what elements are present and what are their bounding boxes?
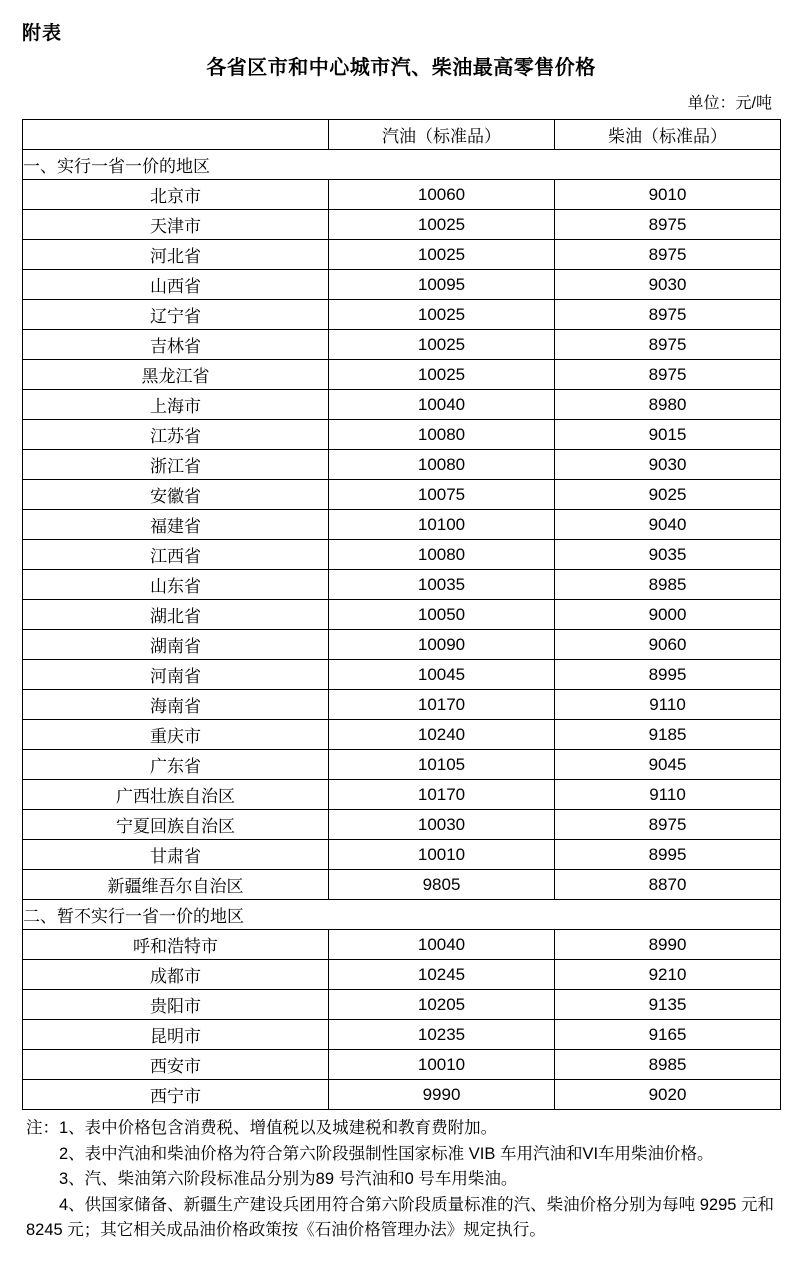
table-row bbox=[23, 1080, 781, 1110]
region-name: 山西省 bbox=[23, 270, 329, 300]
diesel-price: 9110 bbox=[555, 780, 781, 810]
region-name: 安徽省 bbox=[23, 480, 329, 510]
table-row bbox=[23, 720, 781, 750]
diesel-price: 9000 bbox=[555, 600, 781, 630]
column-header-region bbox=[23, 120, 329, 150]
table-row bbox=[23, 780, 781, 810]
region-name: 河南省 bbox=[23, 660, 329, 690]
table-row bbox=[23, 240, 781, 270]
diesel-price: 8990 bbox=[555, 930, 781, 960]
gasoline-price: 10010 bbox=[329, 840, 555, 870]
table-row bbox=[23, 660, 781, 690]
gasoline-price: 10025 bbox=[329, 330, 555, 360]
table-row bbox=[23, 930, 781, 960]
table-row bbox=[23, 750, 781, 780]
diesel-price: 8995 bbox=[555, 660, 781, 690]
table-row bbox=[23, 510, 781, 540]
table-body bbox=[23, 150, 781, 1110]
gasoline-price: 10050 bbox=[329, 600, 555, 630]
region-name: 辽宁省 bbox=[23, 300, 329, 330]
table-row bbox=[23, 1050, 781, 1080]
region-name: 山东省 bbox=[23, 570, 329, 600]
diesel-price: 9165 bbox=[555, 1020, 781, 1050]
table-row bbox=[23, 390, 781, 420]
table-row bbox=[23, 270, 781, 300]
table-row bbox=[23, 1020, 781, 1050]
table-row bbox=[23, 690, 781, 720]
unit-note: 单位：元/吨 bbox=[687, 95, 772, 112]
page-title: 各省区市和中心城市汽、柴油最高零售价格 bbox=[206, 57, 596, 79]
diesel-price: 9030 bbox=[555, 270, 781, 300]
diesel-price: 9020 bbox=[555, 1080, 781, 1110]
diesel-price: 8975 bbox=[555, 210, 781, 240]
gasoline-price: 10025 bbox=[329, 240, 555, 270]
region-name: 成都市 bbox=[23, 960, 329, 990]
region-name: 北京市 bbox=[23, 180, 329, 210]
gasoline-price: 10205 bbox=[329, 990, 555, 1020]
gasoline-price: 10100 bbox=[329, 510, 555, 540]
table-header bbox=[23, 120, 781, 150]
section-row bbox=[23, 900, 781, 930]
diesel-price: 8985 bbox=[555, 1050, 781, 1080]
gasoline-price: 10170 bbox=[329, 780, 555, 810]
region-name: 浙江省 bbox=[23, 450, 329, 480]
gasoline-price: 10075 bbox=[329, 480, 555, 510]
diesel-price: 8975 bbox=[555, 330, 781, 360]
region-name: 西宁市 bbox=[23, 1080, 329, 1110]
diesel-price: 8975 bbox=[555, 810, 781, 840]
region-name: 西安市 bbox=[23, 1050, 329, 1080]
gasoline-price: 10030 bbox=[329, 810, 555, 840]
table-row bbox=[23, 300, 781, 330]
diesel-price: 9010 bbox=[555, 180, 781, 210]
section-label-1: 一、实行一省一价的地区 bbox=[23, 150, 781, 180]
region-name: 新疆维吾尔自治区 bbox=[23, 870, 329, 900]
gasoline-price: 10245 bbox=[329, 960, 555, 990]
gasoline-price: 10025 bbox=[329, 360, 555, 390]
table-row bbox=[23, 630, 781, 660]
diesel-price: 9185 bbox=[555, 720, 781, 750]
diesel-price: 9060 bbox=[555, 630, 781, 660]
diesel-price: 9015 bbox=[555, 420, 781, 450]
diesel-price: 8985 bbox=[555, 570, 781, 600]
table-row bbox=[23, 960, 781, 990]
table-row bbox=[23, 480, 781, 510]
region-name: 福建省 bbox=[23, 510, 329, 540]
region-name: 黑龙江省 bbox=[23, 360, 329, 390]
table-row bbox=[23, 420, 781, 450]
diesel-price: 9110 bbox=[555, 690, 781, 720]
gasoline-price: 10170 bbox=[329, 690, 555, 720]
gasoline-price: 10060 bbox=[329, 180, 555, 210]
table-row bbox=[23, 360, 781, 390]
section-label-2: 二、暂不实行一省一价的地区 bbox=[23, 900, 781, 930]
diesel-price: 8980 bbox=[555, 390, 781, 420]
gasoline-price: 10240 bbox=[329, 720, 555, 750]
gasoline-price: 10095 bbox=[329, 270, 555, 300]
region-name: 贵阳市 bbox=[23, 990, 329, 1020]
gasoline-price: 10235 bbox=[329, 1020, 555, 1050]
region-name: 广东省 bbox=[23, 750, 329, 780]
gasoline-price: 10105 bbox=[329, 750, 555, 780]
diesel-price: 9135 bbox=[555, 990, 781, 1020]
gasoline-price: 10040 bbox=[329, 390, 555, 420]
note-2: 2、表中汽油和柴油价格为符合第六阶段强制性国家标准 VIB 车用汽油和VI车用柴油价格。 bbox=[59, 1144, 714, 1163]
gasoline-price: 10025 bbox=[329, 300, 555, 330]
region-name: 吉林省 bbox=[23, 330, 329, 360]
diesel-price: 8975 bbox=[555, 360, 781, 390]
region-name: 湖北省 bbox=[23, 600, 329, 630]
diesel-price: 9040 bbox=[555, 510, 781, 540]
table-row bbox=[23, 870, 781, 900]
table-header-row bbox=[23, 120, 781, 150]
diesel-price: 9025 bbox=[555, 480, 781, 510]
gasoline-price: 10090 bbox=[329, 630, 555, 660]
table-row bbox=[23, 330, 781, 360]
gasoline-price: 9990 bbox=[329, 1080, 555, 1110]
gasoline-price: 10080 bbox=[329, 450, 555, 480]
region-name: 甘肃省 bbox=[23, 840, 329, 870]
note-4: 4、供国家储备、新疆生产建设兵团用符合第六阶段质量标准的汽、柴油价格分别为每吨 9295 元和 8245 元；其它相关成品油价格政策按《石油价格管理办法》规定执行。 bbox=[26, 1195, 775, 1240]
table-row bbox=[23, 450, 781, 480]
table-row bbox=[23, 540, 781, 570]
section-row bbox=[23, 150, 781, 180]
diesel-price: 8995 bbox=[555, 840, 781, 870]
diesel-price: 9210 bbox=[555, 960, 781, 990]
region-name: 江西省 bbox=[23, 540, 329, 570]
gasoline-price: 10035 bbox=[329, 570, 555, 600]
table-row bbox=[23, 570, 781, 600]
region-name: 广西壮族自治区 bbox=[23, 780, 329, 810]
region-name: 呼和浩特市 bbox=[23, 930, 329, 960]
gasoline-price: 10045 bbox=[329, 660, 555, 690]
region-name: 上海市 bbox=[23, 390, 329, 420]
diesel-price: 8870 bbox=[555, 870, 781, 900]
diesel-price: 9035 bbox=[555, 540, 781, 570]
table-row bbox=[23, 600, 781, 630]
region-name: 天津市 bbox=[23, 210, 329, 240]
table-row bbox=[23, 180, 781, 210]
note-3: 3、汽、柴油第六阶段标准品分别为89 号汽油和0 号车用柴油。 bbox=[59, 1170, 518, 1189]
table-row bbox=[23, 840, 781, 870]
diesel-price: 8975 bbox=[555, 300, 781, 330]
diesel-price: 8975 bbox=[555, 240, 781, 270]
region-name: 重庆市 bbox=[23, 720, 329, 750]
region-name: 海南省 bbox=[23, 690, 329, 720]
attachment-label: 附表 bbox=[22, 23, 63, 44]
region-name: 江苏省 bbox=[23, 420, 329, 450]
gasoline-price: 10040 bbox=[329, 930, 555, 960]
table-row bbox=[23, 210, 781, 240]
gasoline-price: 10010 bbox=[329, 1050, 555, 1080]
gasoline-price: 10080 bbox=[329, 420, 555, 450]
diesel-price: 9030 bbox=[555, 450, 781, 480]
note-1: 注：1、表中价格包含消费税、增值税以及城建税和教育费附加。 bbox=[26, 1119, 498, 1137]
notes-block bbox=[26, 1116, 776, 1244]
gasoline-price: 9805 bbox=[329, 870, 555, 900]
gasoline-price: 10025 bbox=[329, 210, 555, 240]
gasoline-price: 10080 bbox=[329, 540, 555, 570]
region-name: 宁夏回族自治区 bbox=[23, 810, 329, 840]
region-name: 河北省 bbox=[23, 240, 329, 270]
column-header-gasoline: 汽油（标准品） bbox=[329, 120, 555, 150]
table-row bbox=[23, 990, 781, 1020]
table-row bbox=[23, 810, 781, 840]
diesel-price: 9045 bbox=[555, 750, 781, 780]
region-name: 昆明市 bbox=[23, 1020, 329, 1050]
price-table bbox=[22, 119, 781, 1110]
region-name: 湖南省 bbox=[23, 630, 329, 660]
column-header-diesel: 柴油（标准品） bbox=[555, 120, 781, 150]
